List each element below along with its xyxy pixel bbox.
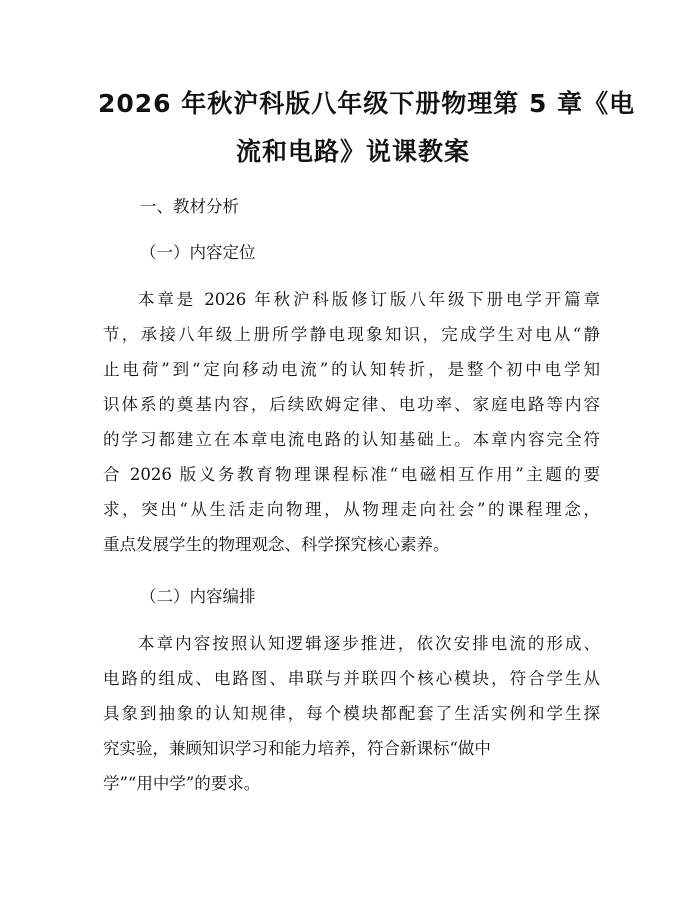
paragraph-content-arrangement <box>103 626 600 801</box>
paragraph-line: 具象到抽象的认知规律，每个模块都配套了生活实例和学生探 <box>103 704 600 723</box>
paragraph-content-position <box>103 282 600 562</box>
paragraph-line: 识体系的奠基内容，后续欧姆定律、电功率、家庭电路等内容 <box>103 395 600 414</box>
paragraph-line: 重点发展学生的物理观念、科学探究核心素养。 <box>103 535 450 554</box>
paragraph-line: 究实验，兼顾知识学习和能力培养，符合新课标“做中 <box>103 739 491 758</box>
subsection-heading-content-arrangement: （二）内容编排 <box>140 587 256 606</box>
title-line: 流和电路》说课教案 <box>235 137 470 166</box>
subsection-heading-content-position: （一）内容定位 <box>140 243 256 262</box>
paragraph-line: 节，承接八年级上册所学静电现象知识，完成学生对电从“静 <box>103 325 600 344</box>
paragraph-line: 电路的组成、电路图、串联与并联四个核心模块，符合学生从 <box>103 669 600 688</box>
paragraph-line: 本章是 2026 年秋沪科版修订版八年级下册电学开篇章 <box>138 290 600 309</box>
paragraph-line: 的学习都建立在本章电流电路的认知基础上。本章内容完全符 <box>103 430 600 449</box>
paragraph-line: 求，突出“从生活走向物理，从物理走向社会”的课程理念， <box>103 500 600 519</box>
paragraph-line: 合 2026 版义务教育物理课程标准“电磁相互作用”主题的要 <box>103 465 600 484</box>
paragraph-line: 学”“用中学”的要求。 <box>103 774 261 793</box>
document-title <box>98 80 636 176</box>
section-heading-textbook-analysis: 一、教材分析 <box>140 197 239 216</box>
paragraph-line: 止电荷”到“定向移动电流”的认知转折，是整个初中电学知 <box>103 360 600 379</box>
paragraph-line: 本章内容按照认知逻辑逐步推进，依次安排电流的形成、 <box>138 634 600 653</box>
title-line: 2026 年秋沪科版八年级下册物理第 5 章《电 <box>98 89 636 118</box>
